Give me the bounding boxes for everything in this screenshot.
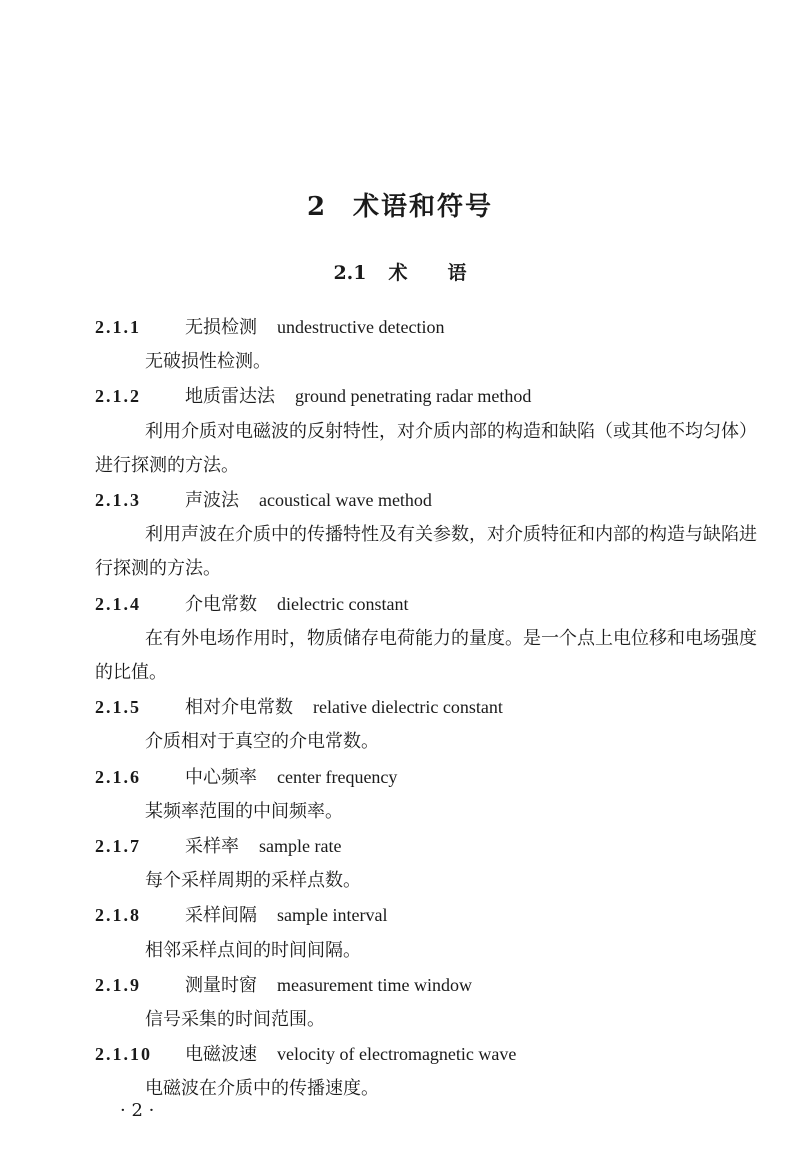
section-heading <box>0 258 800 285</box>
term-heading <box>95 483 757 518</box>
term-chinese: 采样间隔 <box>185 905 257 927</box>
term-english: sample rate <box>259 836 342 857</box>
term-english: center frequency <box>277 766 398 787</box>
term-definition: 每个采样周期的采样点数。 <box>145 870 361 892</box>
term-chinese: 电磁波速 <box>185 1044 257 1066</box>
term-entry <box>95 379 757 483</box>
term-english: measurement time window <box>277 974 472 995</box>
term-definition: 相邻采样点间的时间间隔。 <box>145 939 361 961</box>
term-heading <box>95 829 757 864</box>
term-chinese: 声波法 <box>185 490 239 512</box>
section-title-part1: 术 <box>388 262 408 284</box>
term-number: 2.1.3 <box>95 490 141 511</box>
term-heading <box>95 587 757 622</box>
term-english: undestructive detection <box>277 317 445 337</box>
term-chinese: 地质雷达法 <box>185 386 275 408</box>
term-english: velocity of electromagnetic wave <box>277 1044 517 1065</box>
term-definition: 电磁波在介质中的传播速度。 <box>145 1078 379 1100</box>
term-number: 2.1.7 <box>95 836 141 857</box>
term-english: acoustical wave method <box>259 490 432 511</box>
term-definition: 信号采集的时间范围。 <box>145 1009 325 1031</box>
term-entry <box>95 690 757 759</box>
term-heading <box>95 690 757 725</box>
term-number: 2.1.6 <box>95 766 141 787</box>
term-number: 2.1.4 <box>95 593 141 614</box>
term-entry <box>95 310 757 379</box>
term-definition: 利用介质对电磁波的反射特性，对介质内部的构造和缺陷（或其他不均匀体）进行探测的方法。 <box>95 420 757 476</box>
term-english: dielectric constant <box>277 593 409 614</box>
term-chinese: 介电常数 <box>185 593 257 615</box>
term-heading <box>95 898 757 933</box>
term-entry <box>95 968 757 1037</box>
term-heading <box>95 1037 757 1072</box>
term-english: relative dielectric constant <box>313 697 503 718</box>
term-number: 2.1.1 <box>95 317 141 337</box>
term-chinese: 测量时窗 <box>185 974 257 996</box>
term-entry <box>95 829 757 898</box>
term-heading <box>95 379 757 414</box>
term-number: 2.1.5 <box>95 697 141 718</box>
term-definition: 在有外电场作用时，物质储存电荷能力的量度。是一个点上电位移和电场强度的比值。 <box>95 627 757 684</box>
chapter-title <box>0 186 800 223</box>
term-chinese: 采样率 <box>185 836 239 858</box>
term-definition: 利用声波在介质中的传播特性及有关参数，对介质特征和内部的构造与缺陷进行探测的方法。 <box>95 524 757 580</box>
term-chinese: 中心频率 <box>185 766 257 788</box>
term-number: 2.1.9 <box>95 974 141 995</box>
term-definition: 无破损性检测。 <box>145 351 271 373</box>
section-number: 2.1 <box>333 262 367 284</box>
term-definition: 介质相对于真空的介电常数。 <box>145 731 379 753</box>
term-entry <box>95 898 757 967</box>
term-heading <box>95 760 757 795</box>
page-number: · 2 · <box>120 1100 155 1121</box>
term-english: sample interval <box>277 905 388 926</box>
term-chinese: 相对介电常数 <box>185 697 293 719</box>
term-entry <box>95 587 757 691</box>
term-number: 2.1.10 <box>95 1044 152 1065</box>
chapter-number: 2 <box>306 192 328 222</box>
term-definition: 某频率范围的中间频率。 <box>145 800 343 822</box>
term-number: 2.1.2 <box>95 386 141 407</box>
term-number: 2.1.8 <box>95 905 141 926</box>
term-heading <box>95 968 757 1003</box>
section-title-part2: 语 <box>447 262 467 284</box>
term-entry <box>95 483 757 587</box>
term-chinese: 无损检测 <box>185 317 257 338</box>
chapter-title-text: 术语和符号 <box>353 192 494 222</box>
terms-list <box>95 310 757 1107</box>
term-entry <box>95 760 757 829</box>
term-entry <box>95 1037 757 1106</box>
term-english: ground penetrating radar method <box>295 386 532 407</box>
term-heading <box>95 310 757 345</box>
